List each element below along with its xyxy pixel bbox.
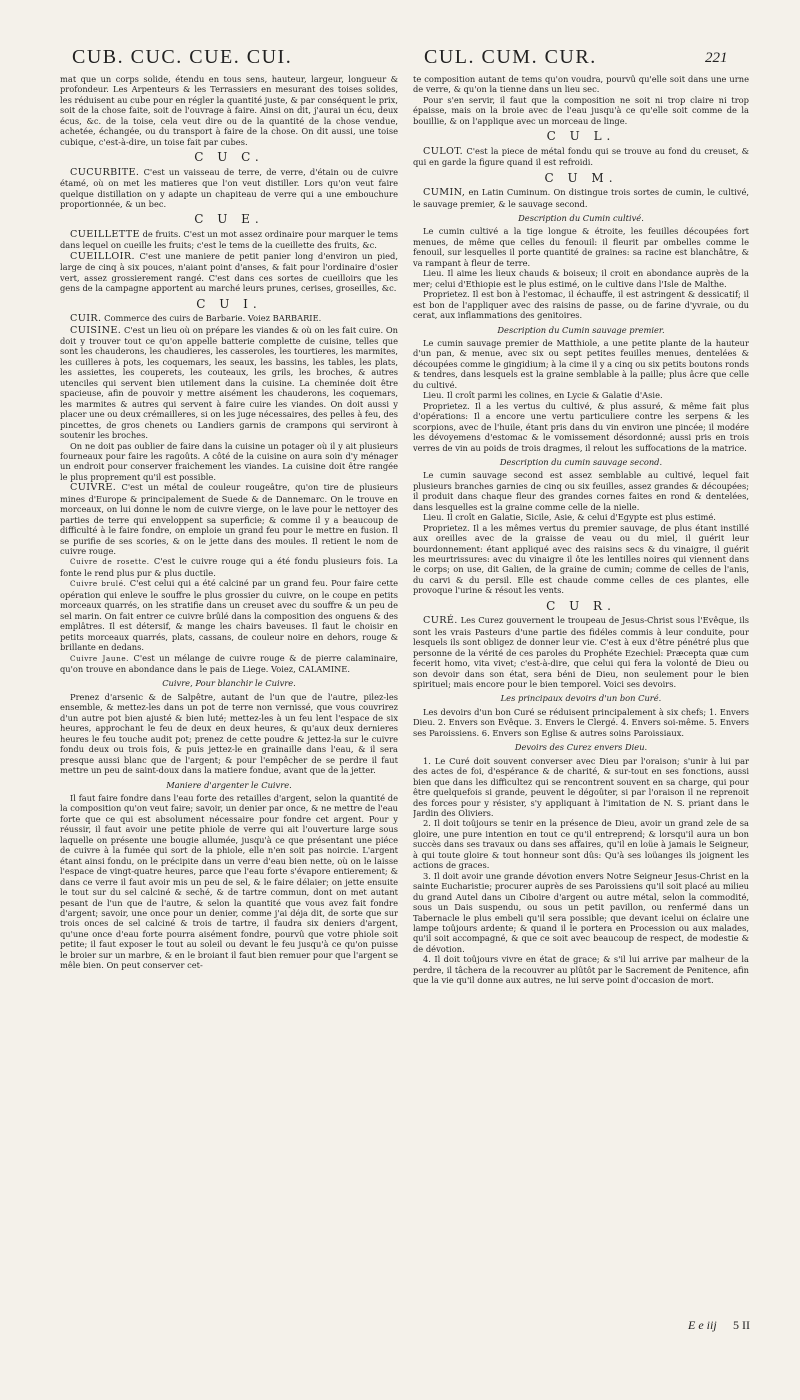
paragraph: Les devoirs d'un bon Curé se réduisent principalement à six chefs; 1. Envers Dieu. 2. Envers son Evêque. 3. Envers le Clergé. 4. Envers soi-même. 5. Envers ses Paroissiens. 6. Envers son Eglise & autres soins Paroissiaux. <box>413 706 749 738</box>
entry-text: Commerce des cuirs de Barbarie. Voiez BARBARIE. <box>104 313 322 324</box>
running-head-right: CUL. CUM. CUR. <box>424 46 597 68</box>
paragraph: Le cumin sauvage second est assez semblable au cultivé, lequel fait plusieurs branches garnies de cinq ou six feuilles, assez grandes & découpées; il produit dans chaque fleur des grandes cornes faites en rond & dentelées, dans lesquelles est la graine comme celle de la nielle. <box>413 470 749 512</box>
entry-cuivre-rosette <box>60 556 398 578</box>
subheadword: Cuivre de rosette. <box>70 557 150 567</box>
section-heading-cur: C U R. <box>546 598 616 613</box>
headword: CUCURBITE. <box>70 166 140 178</box>
left-column <box>60 74 398 1314</box>
subsection-title: Les principaux devoirs d'un bon Curé. <box>500 693 662 704</box>
entry-text: C'est un lieu où on prépare les viandes & où on les fait cuire. On doit y trouver tout ce qu'on appelle batterie complette de cuisine, telles que sont les chauderons, les chaudieres, les casseroles, les tourtieres, les marmites, les cuilleres à pots, les coquemars, les seaux, les bassins, les tables, les plats, les assiettes, les couperets, les couteaux, les grils, les broches, & autres utenciles qui servent bien utilement dans la cuisine. La cheminée doit être spacieuse, afin de pouvoir y mettre aisément les chauderons, les coquemars, les marmites & autres qui servent à faire cuire les viandes. On doit aussi y placer une ou deux crémailleres, si on les juge nécessaires, des pelles à feu, des pincettes, de gros chenets ou Landiers garnis de crampons qui serviront à soutenir les broches. <box>60 324 398 441</box>
subsection-title: Description du Cumin cultivé. <box>518 212 644 223</box>
headword: CUIVRE. <box>70 482 117 494</box>
headword: CUISINE. <box>70 324 122 336</box>
entry-cumin <box>413 187 749 209</box>
section-heading-cuc: C U C. <box>194 150 264 165</box>
paragraph: Lieu. Il croît parmi les colines, en Lycie & Galatie d'Asie. <box>423 390 663 401</box>
right-column <box>413 74 749 1214</box>
subsection-title: Description du cumin sauvage second. <box>499 456 663 467</box>
entry-text: C'est un vaisseau de terre, de verre, d'étain ou de cuivre étamé, où on met les matieres que l'on veut distiller. Lors qu'on veut faire quelque distillation on y adapte un chapiteau de verre qui a une embouchure proportionnée, & un bec. <box>60 166 398 209</box>
entry-text: C'est un mélange de cuivre rouge & de pierre calaminaire, qu'on trouve en abondance dans le pais de Liege. Voiez, CALAMINE. <box>60 652 398 675</box>
subheadword: Cuivre Jaune. <box>70 653 130 663</box>
section-heading-cum: C U M. <box>544 170 618 185</box>
running-head-left: CUB. CUC. CUE. CUI. <box>72 46 293 68</box>
subheadword: Cuivre brulé. <box>70 579 127 589</box>
section-heading-cue: C U E. <box>194 212 264 227</box>
paragraph: Lieu. Il croît en Galatie, Sicile, Asie, & celui d'Egypte est plus estimé. <box>423 512 716 523</box>
entry-cueillette <box>60 229 398 251</box>
subsection-title: Description du Cumin sauvage premier. <box>497 324 665 335</box>
entry-text: en Latin Cuminum. On distingue trois sortes de cumin, le cultivé, le sauvage premier, & le sauvage second. <box>413 187 749 209</box>
paragraph: Proprietez. Il est bon à l'estomac, il échauffe, il est astringent & dessicatif; il est bon de l'appliquer avec des raisins de passe, ou de farine d'yvraie, ou du cerat, aux inflammations des genitoires. <box>413 289 749 321</box>
entry-text: C'est le cuivre rouge qui a été fondu plusieurs fois. La fonte le rend plus pur & plus ductile. <box>60 556 398 578</box>
entry-cueilloir <box>60 251 398 294</box>
entry-text: C'est une maniere de petit panier long d'environ un pied, large de cinq à six pouces, n'aiant point d'anses, & fait pour l'ordinaire d'osier vert, assez grossierement rangé. C'est dans ces sortes de cueilloirs que les gens de la campagne apportent au marché leurs prunes, cerises, groseilles, &c. <box>60 250 398 294</box>
list-item: 4. Il doit toûjours vivre en état de grace; & s'il lui arrive par malheur de la perdre, il tâchera de la recouvrer au plûtôt par le Sacrement de Penitence, afin que la vie qu'il donne aux autres, ne lui serve point d'occasion de mort. <box>413 954 749 986</box>
paragraph: Il faut faire fondre dans l'eau forte des retailles d'argent, selon la quantité de la composition qu'on veut faire; savoir, un denier par once, & ne mettre de l'eau forte que ce qui est absolument nécessaire pour fondre cet argent. Pour y réussir, il faut avoir une petite phiole de verre qui ait l'ouverture large sous laquelle on présente une bougie allumée, jusqu'à ce que présentant une piéce de cuivre à la fumée qui sort de la phiole, elle n'en soit pas noircie. L'argent étant ainsi fondu, on le précipite dans un verre d'eau bien nette, où on le laisse l'espace de vingt-quatre heures, parce que l'eau forte s'évapore entierement; & dans ce verre il faut avoir mis un peu de sel, & le faire délaier; on jette ensuite le tout sur du sel calciné & seché, & de tartre commun, dont on met autant pesant de l'un que de l'autre, & selon la quantité que vous avez fait fondre d'argent; savoir, une once pour un denier, comme j'ai déja dit, de sorte que sur trois onces de sel calciné & trois de tartre, il faudra six deniers d'argent, qu'une once d'eau forte pourra aisément fondre, pourvû que votre phiole soit petite; il faut exposer le tout au soleil ou devant le feu jusqu'à ce qu'on puisse le broier sur un marbre, & en le broiant il faut bien remuer pour que l'argent se mêle bien. On peut conserver cet- <box>60 793 398 971</box>
entry-cuivre-jaune <box>60 653 398 675</box>
entry-text: Les Curez gouvernent le troupeau de Jesus-Christ sous l'Evêque, ils sont les vrais Pasteurs d'une partie des fidéles commis à leur conduite, pour lesquels ils sont obligez de donner leur vie. C'est à eux d'être pénétré plus que personne de la vérité de ces paroles du Prophéte Ezechiel: Præcepta quæ cum fecerit homo, vita vivet; c'est-à-dire, que celui qui fera la volonté de Dieu ou son devoir dans son état, sera béni de Dieu, non seulement pour le bien spirituel; mais encore pour le bien temporel. Voici ses devoirs. <box>413 615 749 690</box>
headword: CUIR. <box>70 313 102 325</box>
section-heading-cui: C U I. <box>196 296 262 311</box>
list-item: 2. Il doit toûjours se tenir en la présence de Dieu, avoir un grand zele de sa gloire, une pure intention en tout ce qu'il entreprend; & lorsqu'il aura un bon succès dans ses travaux ou dans ses affaires, qu'il en loüe à jamais le Seigneur, à qui toute gloire & tout honneur sont dûs: Qu'à ses loüanges ils joignent les actions de graces. <box>413 818 749 871</box>
headword: CUEILLOIR. <box>70 250 135 262</box>
paragraph: Proprietez. Il a les vertus du cultivé, & plus assuré, & même fait plus d'opérations: Il a encore une vertu particuliere contre les serpens & les scorpions, avec de l'huile, étant pris dans du vin environ une pincée; il modére les dévoyemens d'estomac & le vomissement désordonné; aussi pris en trois verres de vin au poids de trois dragmes, il relout les suffocations de la matrice. <box>413 400 749 453</box>
paragraph: te composition autant de tems qu'on voudra, pourvû qu'elle soit dans une urne de verre, & qu'on la tienne dans un lieu sec. <box>413 74 749 95</box>
paragraph: mat que un corps solide, étendu en tous sens, hauteur, largeur, longueur & profondeur. Les Arpenteurs & les Terrassiers en mesurant des toises solides, les réduisent au cube pour en régler la quantité juste, & par conséquent le prix, soit de la chose faite, soit de l'ouvrage à faire. Ainsi on dit, j'aurai un écu, deux écus, &c. de la toise, cela veut dire ou de la quantité de la chose vendue, achetée, échangée, ou du transport à faire de la chose. On dit aussi, une toise cubique, c'est-à-dire, un toise fait par cubes. <box>60 74 398 147</box>
list-item: 3. Il doit avoir une grande dévotion envers Notre Seigneur Jesus-Christ en la sainte Eucharistie; procurer auprès de ses Paroissiens qu'il soit placé au milieu du grand Autel dans un Ciboire d'argent ou autre métal, selon la commodité, sous un Dais suspendu, ou sous un petit pavillon, ou renfermé dans un Tabernacle le plus embeli qu'il sera possible; que devant icelui on éclaire une lampe toûjours ardente; & quand il le portera en Procession ou aux malades, qu'il soit accompagné, & que ce soit avec beaucoup de respect, de modestie & de dévotion. <box>413 870 749 954</box>
section-heading-cul: C U L. <box>546 129 616 144</box>
headword: CURÉ. <box>423 615 458 627</box>
paragraph: Lieu. Il aime les lieux chauds & boiseux; il croit en abondance auprès de la mer; celui d'Ethiopie est le plus estimé, on le cultive dans l'Isle de Malthe. <box>413 268 749 289</box>
paragraph: Prenez d'arsenic & de Salpêtre, autant de l'un que de l'autre, pilez-les ensemble, & mettez-les dans un pot de terre non vernissé, que vous couvrirez d'un autre pot bien ajusté & bien luté; mettez-les à un feu lent l'espace de six heures, approchant le feu de deux en deux heures, & qu'aux deux dernieres heures le feu touche audit pot; prenez de cette poudre & jettez-la sur le cuivre fondu deux ou trois fois, & puis jettez-le en grainaille dans l'eau, & il sera presque aussi blanc que de l'argent; & pour l'empêcher de se perdre il faut mettre un peu de saint-doux dans la matiere fondue, avant que de la jetter. <box>60 691 398 776</box>
headword: CUMIN, <box>423 187 466 199</box>
entry-cucurbite <box>60 167 398 210</box>
entry-text: C'est celui qui a été calciné par un grand feu. Pour faire cette opération qui enleve le souffre le plus grossier du cuivre, on le coupe en petits morceaux quarrés, on les stratifie dans un creuset avec du souffre & un peu de sel marin. On fait entrer ce cuivre brûlé dans la composition des onguens & des emplâtres. Il est détersif, & mange les chairs baveuses. Il faut le choisir en petits morceaux quarrés, plats, cassans, de couleur noire en dehors, rouge & brillante en dedans. <box>60 578 398 653</box>
subsection-title: Devoirs des Curez envers Dieu. <box>514 742 648 753</box>
paragraph: Le cumin cultivé a la tige longue & étroite, les feuilles découpées fort menues, de même que celles du fenouil: il fleurit par ombelles comme le fenouil, sur lesquelles il porte quantité de graines: sa racine est blanchâtre, & va rampant à fleur de terre. <box>413 226 749 268</box>
paragraph: Pour s'en servir, il faut que la composition ne soit ni trop claire ni trop épaisse, mais on la broie avec de l'eau jusqu'à ce qu'elle soit comme de la bouillie, & on l'applique avec un morceau de linge. <box>413 94 749 126</box>
subsection-title: Cuivre, Pour blanchir le Cuivre. <box>162 678 296 689</box>
sheet-number: 5 II <box>733 1318 750 1332</box>
entry-cuivre <box>60 482 398 556</box>
paragraph: Le cumin sauvage premier de Matthiole, a une petite plante de la hauteur d'un pan, & menue, avec six ou sept petites feuilles menues, dentelées & découpées comme le gingidium; à la cime il y a cinq ou six petits boutons ronds & tendres, dans lesquels est la graine semblable à la paille; plus âcre que celle du cultivé. <box>413 337 749 390</box>
list-item: 1. Le Curé doit souvent converser avec Dieu par l'oraison; s'unir à lui par des actes de foi, d'espérance & de charité, & sur-tout en ses fonctions, aussi bien que dans les difficultez qui se rencontrent souvent en sa charge, qui pour être quelquefois si grande, peuvent le dégoûter, si par l'oraison il ne reprenoit des forces pour y résister, s'y appliquant à l'imitation de N. S. priant dans le Jardin des Oliviers. <box>413 755 749 818</box>
subsection-title: Maniere d'argenter le Cuivre. <box>166 779 292 790</box>
entry-culot <box>413 146 749 168</box>
entry-text: C'est la piece de métal fondu qui se trouve au fond du creuset, & qui en garde la figure quand il est refroidi. <box>413 145 749 168</box>
entry-text: de fruits. C'est un mot assez ordinaire pour marquer le tems dans lequel on cueille les fruits; c'est le tems de la cueillette des fruits, &c. <box>60 228 398 251</box>
entry-text: C'est un métal de couleur rougeâtre, qu'on tire de plusieurs mines d'Europe & principalement de Suede & de Dannemarc. On le trouve en morceaux, on lui donne le nom de cuivre vierge, on le lave pour le nettoyer des parties de terre qui enveloppent sa superficie; & comme il y a beaucoup de difficulté à le faire fondre, on emploie un grand feu pour le mettre en fusion. Il se purifie de ses scories, & on le jette dans des moules. Il retient le nom de cuivre rouge. <box>60 482 398 557</box>
paragraph: Proprietez. Il a les mêmes vertus du premier sauvage, de plus étant instillé aux oreilles avec de la graisse de veau ou du miel, il guérit leur bourdonnement: étant appliqué avec des raisins secs & du vinaigre, il guérit les meurtrissures: avec du vinaigre il ôte les lentilles noires qui viennent dans le corps; on use, dit Galien, de la graine de cumin; comme de celles de l'anis, du carvi & du persil. Elle est chaude comme celles de ces plantes, elle provoque l'urine & résout les vents. <box>413 522 749 596</box>
headword: CUEILLETTE <box>70 228 140 240</box>
headword: CULOT. <box>423 145 464 157</box>
entry-cuisine <box>60 325 398 441</box>
paragraph: On ne doit pas oublier de faire dans la cuisine un potager où il y ait plusieurs fourneaux pour faire les ragoûts. A côté de la cuisine on aura soin d'y ménager un endroit pour conserver fraichement les viandes. La cuisine doit être rangée le plus proprement qu'il est possible. <box>60 440 398 482</box>
entry-cure <box>413 615 749 689</box>
signature-mark: E e iij <box>688 1318 717 1332</box>
running-header <box>0 46 800 72</box>
page-number: 221 <box>705 50 728 66</box>
entry-cuivre-brule <box>60 578 398 652</box>
entry-cuir <box>60 313 398 324</box>
